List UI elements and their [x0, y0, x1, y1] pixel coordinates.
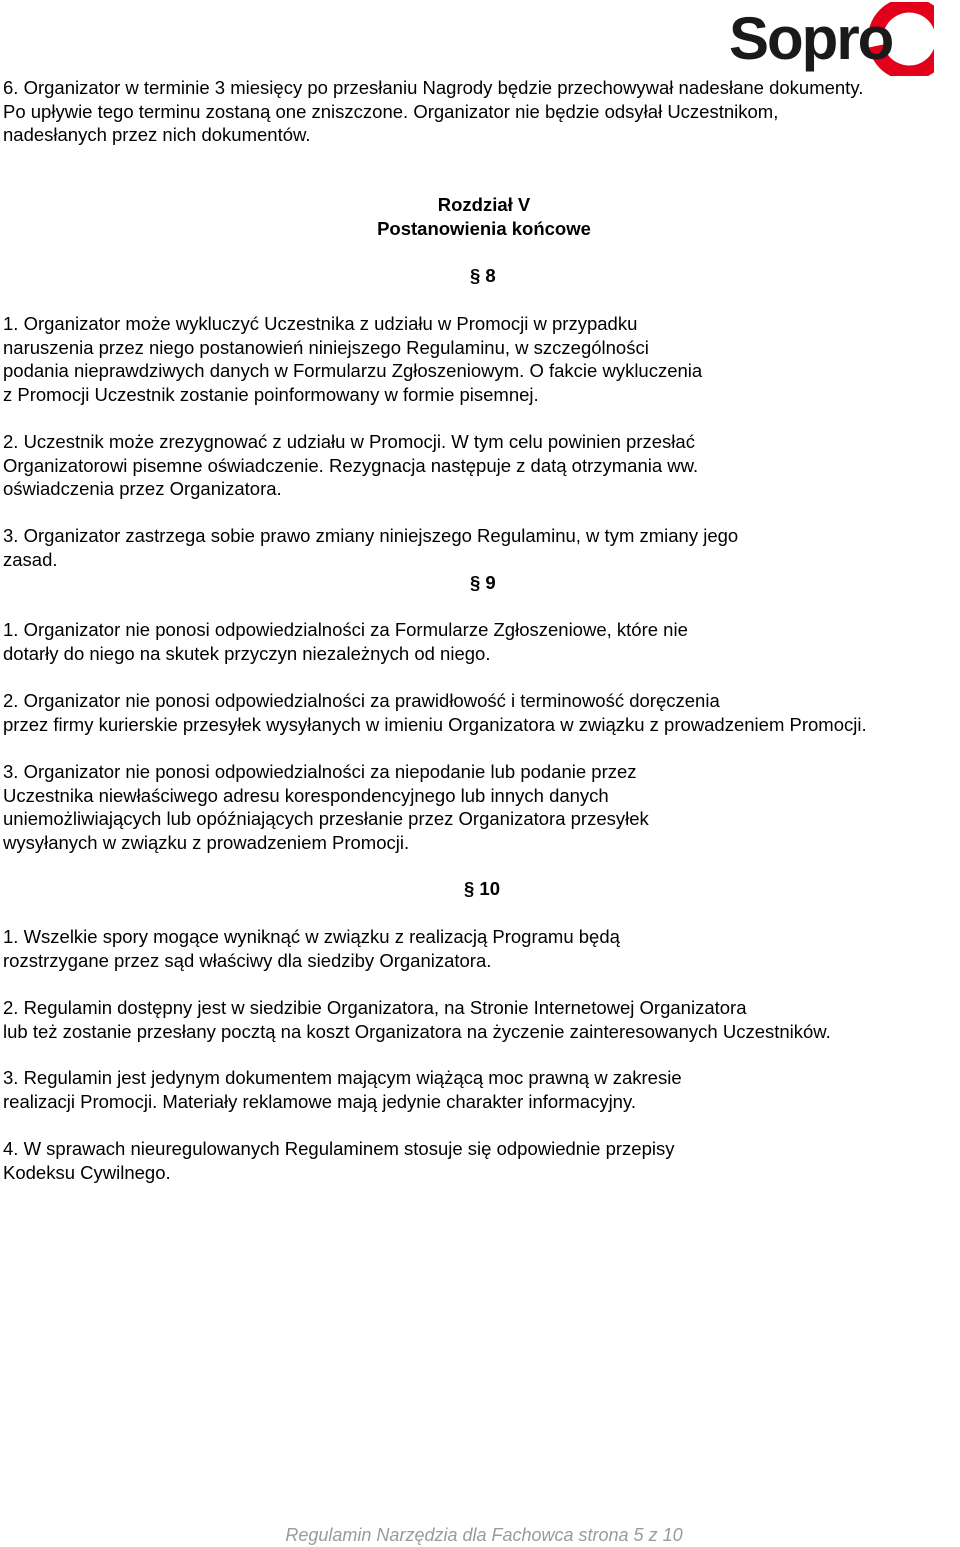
item-line: naruszenia przez niego postanowień niniejszego Regulaminu, w szczególności [3, 336, 649, 358]
item-line: 3. Regulamin jest jedynym dokumentem mającym wiążącą moc prawną w zakresie [3, 1067, 682, 1088]
item-line: zasad. [3, 548, 58, 570]
section-8-item-2 [3, 430, 698, 501]
logo-text: Sopro [729, 5, 893, 72]
item-line: przez firmy kurierskie przesyłek wysyłanych w imieniu Organizatora w związku z prowadzeniem Promocji. [3, 713, 867, 735]
intro-paragraph [3, 76, 863, 147]
item-line: dotarły do niego na skutek przyczyn niezależnych od niego. [3, 642, 491, 664]
item-line: lub też zostanie przesłany pocztą na koszt Organizatora na życzenie zainteresowanych Uczestników. [3, 1020, 831, 1042]
page-footer: Regulamin Narzędzia dla Fachowca strona 5 z 10 [285, 1525, 683, 1545]
section-10-heading: § 10 [464, 878, 501, 899]
item-line: wysyłanych w związku z prowadzeniem Promocji. [3, 831, 410, 853]
section-10-item-1 [3, 925, 620, 972]
section-10-item-2 [3, 996, 831, 1043]
item-line: z Promocji Uczestnik zostanie poinformowany w formie pisemnej. [3, 383, 539, 405]
item-line: 1. Organizator może wykluczyć Uczestnika z udziału w Promocji w przypadku [3, 313, 638, 334]
intro-line: Po upływie tego terminu zostaną one zniszczone. Organizator nie będzie odsyłał Uczestnikom, [3, 100, 779, 122]
item-line: 3. Organizator zastrzega sobie prawo zmiany niniejszego Regulaminu, w tym zmiany jego [3, 525, 739, 546]
section-9-heading: § 9 [470, 572, 496, 593]
sopro-logo [726, 2, 934, 76]
item-line: 2. Organizator nie ponosi odpowiedzialności za prawidłowość i terminowość doręczenia [3, 690, 720, 711]
section-8-item-3 [3, 524, 738, 571]
section-9-item-3 [3, 760, 649, 854]
item-line: oświadczenia przez Organizatora. [3, 478, 282, 499]
section-8-item-1 [3, 312, 702, 406]
item-line: 4. W sprawach nieuregulowanych Regulaminem stosuje się odpowiednie przepisy [3, 1138, 675, 1159]
intro-line: nadesłanych przez nich dokumentów. [3, 124, 311, 145]
item-line: Uczestnika niewłaściwego adresu korespondencyjnego lub innych danych [3, 784, 609, 806]
chapter-subtitle: Postanowienia końcowe [377, 218, 591, 239]
chapter-title: Rozdział V [437, 194, 531, 215]
section-9-item-2 [3, 689, 867, 736]
section-10-item-3 [3, 1066, 682, 1113]
sopro-logo-graphic [726, 2, 934, 76]
item-line: 2. Regulamin dostępny jest w siedzibie Organizatora, na Stronie Internetowej Organizatora [3, 997, 747, 1018]
section-8-heading: § 8 [470, 265, 496, 286]
section-9-item-1 [3, 618, 688, 665]
item-line: uniemożliwiających lub opóźniających przesłanie przez Organizatora przesyłek [3, 808, 649, 829]
item-line: rozstrzygane przez sąd właściwy dla siedziby Organizatora. [3, 949, 492, 971]
item-line: 3. Organizator nie ponosi odpowiedzialności za niepodanie lub podanie przez [3, 761, 637, 782]
intro-line: 6. Organizator w terminie 3 miesięcy po przesłaniu Nagrody będzie przechowywał nadesłane dokumenty. [3, 77, 864, 98]
item-line: 2. Uczestnik może zrezygnować z udziału w Promocji. W tym celu powinien przesłać [3, 431, 695, 452]
item-line: 1. Wszelkie spory mogące wyniknąć w związku z realizacją Programu będą [3, 926, 620, 947]
item-line: Organizatorowi pisemne oświadczenie. Rezygnacja następuje z datą otrzymania ww. [3, 454, 699, 476]
section-10-item-4 [3, 1137, 675, 1184]
item-line: 1. Organizator nie ponosi odpowiedzialności za Formularze Zgłoszeniowe, które nie [3, 619, 688, 640]
item-line: Kodeksu Cywilnego. [3, 1161, 171, 1183]
item-line: podania nieprawdziwych danych w Formularzu Zgłoszeniowym. O fakcie wykluczenia [3, 360, 703, 381]
item-line: realizacji Promocji. Materiały reklamowe mają jedynie charakter informacyjny. [3, 1090, 636, 1112]
